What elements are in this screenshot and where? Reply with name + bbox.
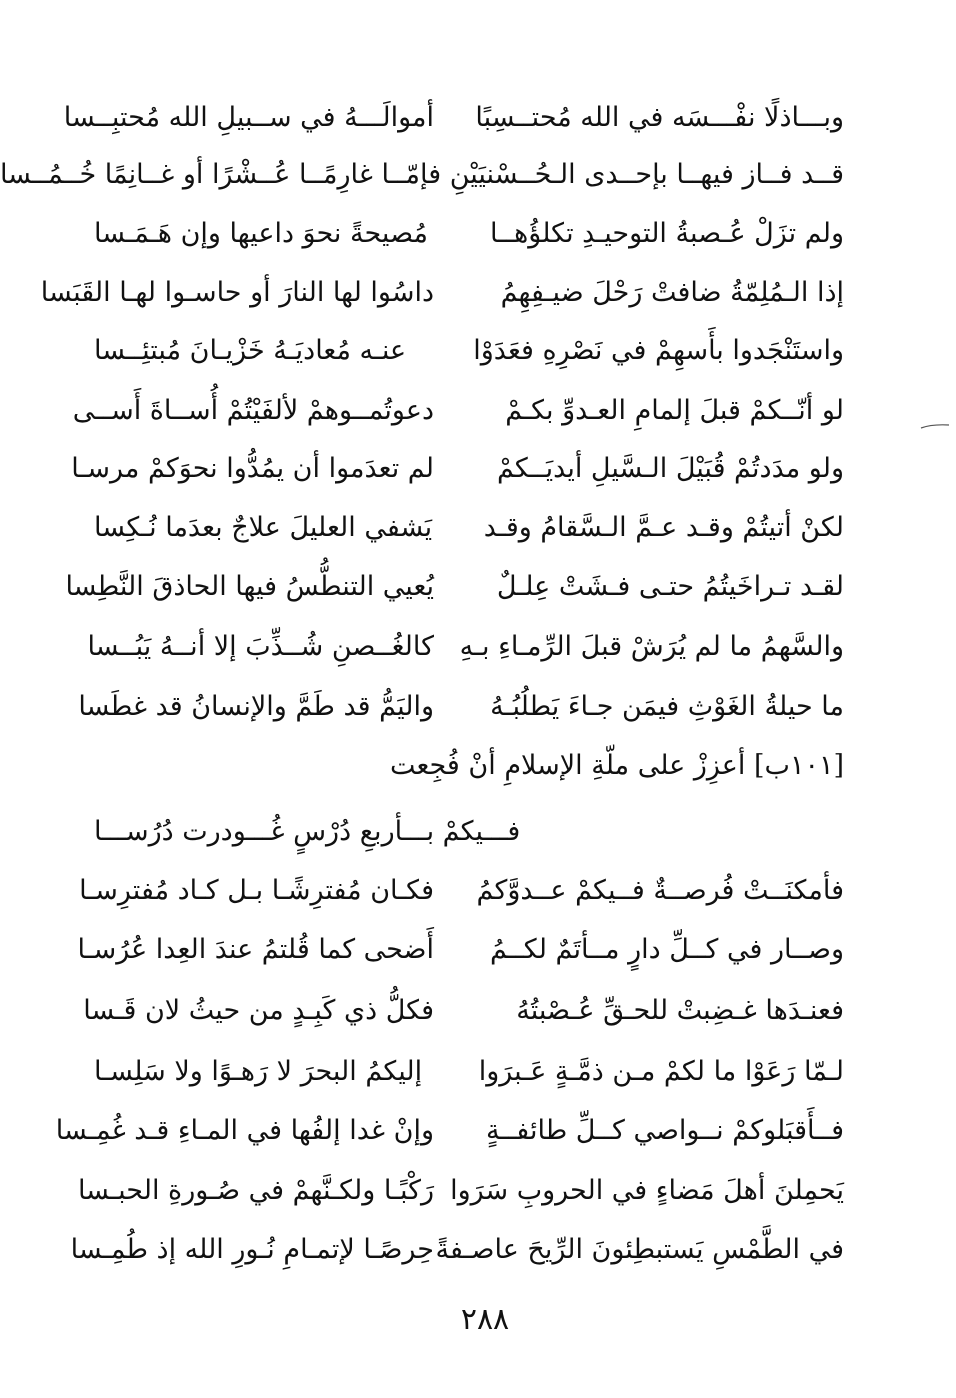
verse-5 [94, 326, 844, 376]
verse-second-hemistich: أموالَـــهُ في ســبيلِ الله مُحتبِــسا [63, 102, 434, 133]
verse-second-hemistich: كالغُــصنِ شُــذِّبَ إلا أنــهُ يَبُــسا [87, 631, 434, 662]
verse-second-hemistich: لم تعدَموا أن يمُدُّوا نحوَكمْ مرسـا [71, 453, 434, 484]
verse-first-hemistich: ما حيلةُ الغَوْثِ فيمَن جـاءَ يَطلُبُـهُ [490, 691, 844, 722]
verse-3 [94, 209, 844, 259]
verse-first-hemistich: وبـــاذلًا نفْـــسَه في الله مُحتــسِبًا [475, 102, 844, 133]
verse-first-hemistich: إذا الـمُلِمّةُ ضافتْ رَحْلَ ضيـفِهِمُ [500, 277, 844, 308]
verse-first-hemistich: لقـد تـراخَيتُمُ حتـى فـشَتْ عِلـلٌ [496, 571, 844, 602]
verse-second-hemistich: واليَمُّ قد طَمَّ والإنسانُ قد غطَسا [78, 691, 434, 722]
verse-second-hemistich: حِرصًـا لإتمـامِ نُـورِ الله إذ طُمِـسا [70, 1234, 434, 1265]
verse-second-hemistich: دعوتُمــوهمْ لألفَيْتُمْ أُســاةَ أَســى [72, 395, 434, 426]
verse-14 [77, 925, 844, 975]
verse-first-hemistich: يَحمِلنَ أهلَ مَضاءٍ في الحروبِ سَرَوا [450, 1175, 844, 1206]
verse-11 [78, 682, 844, 732]
verse-first-hemistich: ولم تزَلْ عُـصبةُ التوحيـدِ تكلؤُهــا [490, 218, 844, 249]
verse-first-hemistich: فــأَقبَلوكمْ نــواصي كــلِّ طائفــةٍ [486, 1115, 844, 1146]
verse-first-hemistich: لكنْ أتيتُمْ وقـد عـمَّ الـسَّقامُ وقـد [483, 512, 844, 543]
verse-first-hemistich: وصــار في كــلِّ دارٍ مــأتَمٌ لكــمُ [490, 934, 844, 965]
verse-12-first-hemistich: [١٠١ب] أعزِزْ على ملّةِ الإسلامِ أنْ فُجِعت [389, 750, 844, 781]
verse-second-hemistich: داسُوا لها النارَ أو حاسـوا لهـا القَبَسا [40, 277, 434, 308]
verse-second-hemistich: أَضحى كما قُلتمُ عندَ العِدا عُرُسـا [77, 934, 434, 965]
verse-1 [63, 93, 844, 143]
verse-second-hemistich: فكـان مُفترِشًـا بـل كـاد مُفترِسـا [79, 875, 434, 906]
verse-second-hemistich: عنـه مُعاديَـهُ خَزْيـانَ مُبتئِــسا [94, 335, 407, 366]
verse-2-full-line: قــد فــاز فيهــا بإحــدى الـحُــسْنيَيْنِ فإمّــا غارِمًــا عُــشْرًا أو غــانِمًا خُــمُــسا [0, 159, 844, 190]
verse-19 [70, 1225, 844, 1275]
verse-first-hemistich: لو أنّــكمْ قبلَ إلمامِ العـدوِّ بكـمْ [505, 395, 844, 426]
verse-second-hemistich: فكلُّ ذي كَبِـدٍ من حيثُ لان قَـسا [83, 995, 434, 1026]
verse-13 [79, 866, 844, 916]
verse-second-hemistich: إليكمُ البحرَ لا رَهـوًا ولا سَلِسـا [94, 1056, 423, 1087]
verse-second-hemistich: يَشفي العليلَ علاجٌ بعدَما نُـكِسا [94, 512, 433, 543]
verse-second-hemistich: يُعيي التنطُّسُ فيها الحاذقَ النَّطِسا [65, 571, 434, 602]
verse-9 [65, 562, 844, 612]
verse-6 [72, 386, 844, 436]
verse-first-hemistich: واستَنْجَدوا بأَسهِمْ في نَصْرِهِ فعَدَوْا [473, 335, 844, 366]
verse-first-hemistich: فأمكنَــتْ فُرصــةٌ فــيكمْ عــدوَّكمُ [476, 875, 844, 906]
verse-17 [55, 1106, 844, 1156]
verse-7 [71, 444, 844, 494]
verse-10 [87, 622, 844, 672]
verse-18 [77, 1166, 844, 1216]
verse-15 [83, 986, 844, 1036]
verse-first-hemistich: لـمّا رَعَوْا ما لكمْ مـن ذمَّـةٍ عَـبرَوا [478, 1056, 844, 1087]
verse-8 [94, 503, 844, 553]
verse-second-hemistich: وإنْ غدا إلفُها في المـاءِ قـد غُمِـسا [55, 1115, 434, 1146]
verse-16 [94, 1047, 844, 1097]
margin-mark-icon [920, 422, 950, 432]
verse-4 [40, 268, 844, 318]
verse-12-second-hemistich: فـــيكمْ بـــأربعِ دُرْسٍ غُـــودرت دُرُســـا [94, 816, 521, 847]
verse-first-hemistich: فعنـدَها غـضِبتْ للحـقِّ عُـصْبتُهُ [516, 995, 844, 1026]
verse-second-hemistich: رَكْبًـا ولكـنَّهمْ في صُـورةِ الحبـسا [77, 1175, 434, 1206]
verse-first-hemistich: والسَّهمُ ما لم يُرَشْ قبلَ الرِّمـاءِ بـهِ [459, 631, 844, 662]
page-number: ٢٨٨ [460, 1302, 510, 1337]
verse-first-hemistich: ولو مدَدتُمْ قُبَيْلَ الـسَّيلِ أيديَــكمْ [496, 453, 844, 484]
verse-second-hemistich: مُصيحةً نحوَ داعيها وإن هَـمَـسا [94, 218, 428, 249]
verse-first-hemistich: في الطَّمْسِ يَستبطِئونَ الرِّيحَ عاصـفةً [435, 1234, 844, 1265]
